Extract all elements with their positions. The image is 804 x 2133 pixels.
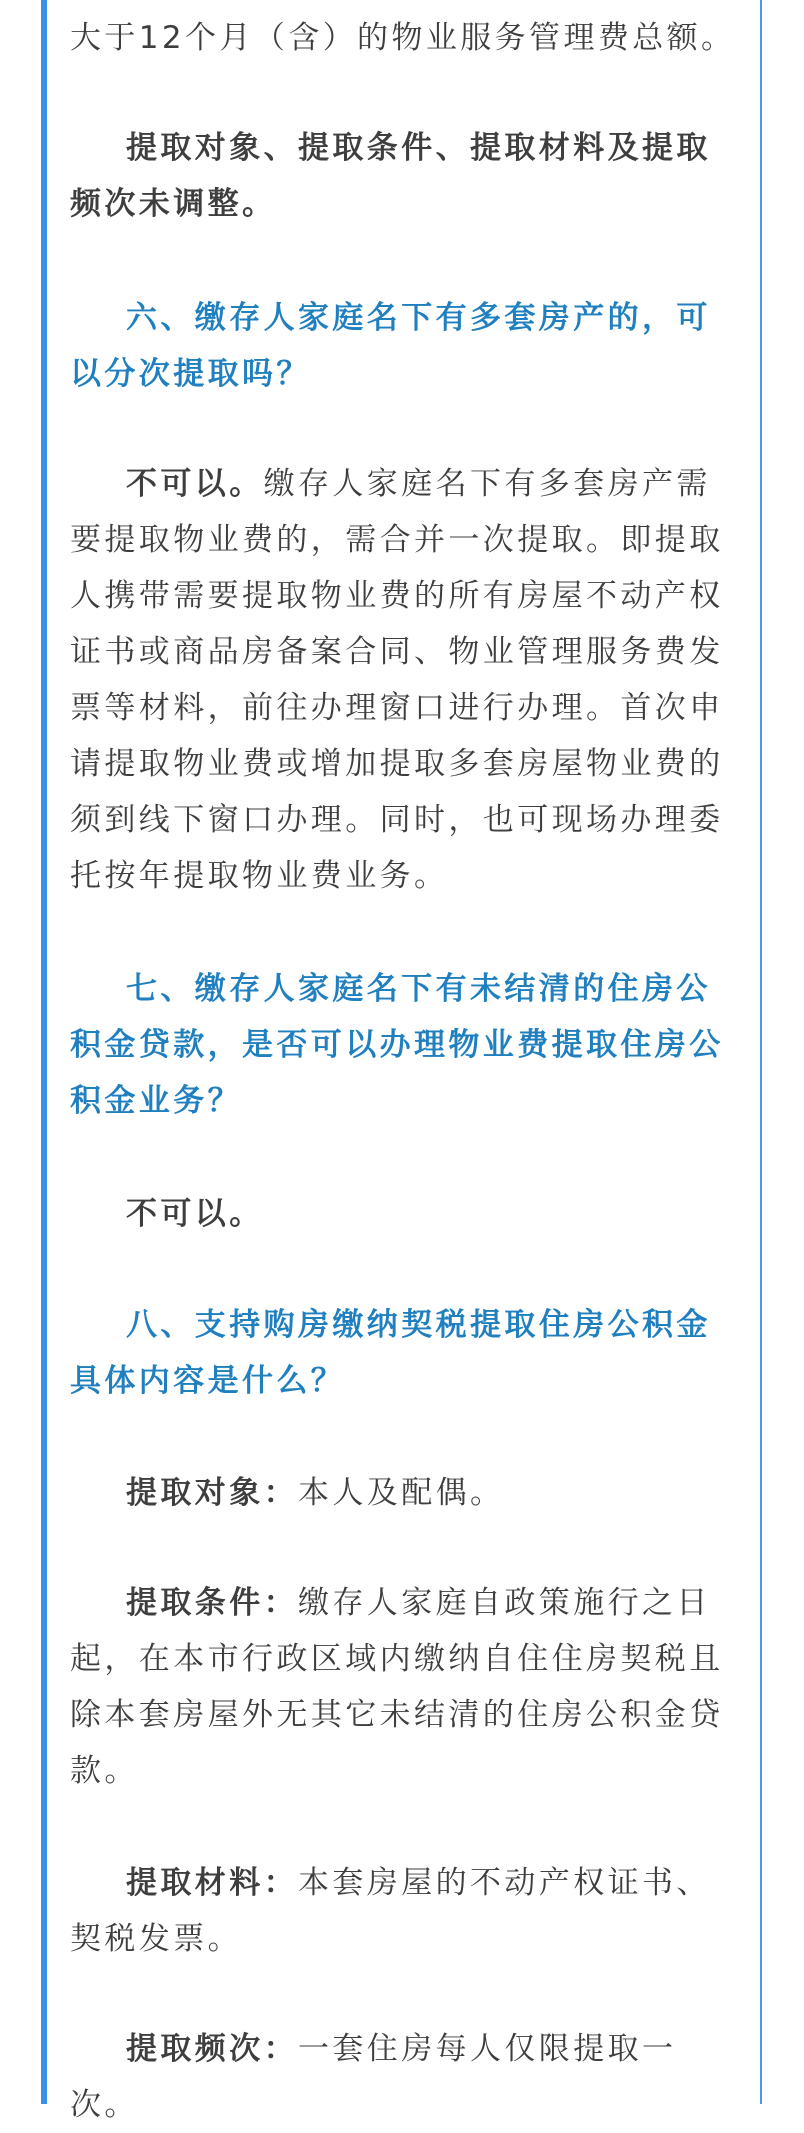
paragraph-top: 大于12个月（含）的物业服务管理费总额。 xyxy=(70,20,736,56)
question-6-heading: 六、缴存人家庭名下有多套房产的，可以分次提取吗？ xyxy=(70,300,711,392)
extraction-conditions-text: 缴存人家庭自政策施行之日起，在本市行政区域内缴纳自住住房契税且除本套房屋外无其它未结清的住房公积金贷款。 xyxy=(70,1585,724,1789)
extraction-object-label: 提取对象： xyxy=(126,1475,298,1511)
extraction-object xyxy=(70,1465,740,1521)
right-border-line xyxy=(760,0,762,2104)
extraction-conditions xyxy=(70,1575,740,1799)
answer-7: 不可以。 xyxy=(126,1196,264,1232)
left-accent-bar xyxy=(41,0,47,2104)
extraction-materials-text: 本套房屋的不动产权证书、契税发票。 xyxy=(70,1865,711,1957)
question-8-heading: 八、支持购房缴纳契税提取住房公积金具体内容是什么？ xyxy=(70,1307,711,1399)
question-7-heading: 七、缴存人家庭名下有未结清的住房公积金贷款，是否可以办理物业费提取住房公积金业务？ xyxy=(70,971,724,1119)
extraction-frequency xyxy=(70,2021,740,2133)
answer-6-lead: 不可以。 xyxy=(126,466,264,502)
extraction-materials xyxy=(70,1855,740,1967)
extraction-frequency-label: 提取频次： xyxy=(126,2031,298,2067)
paragraph-unchanged: 提取对象、提取条件、提取材料及提取频次未调整。 xyxy=(70,130,711,222)
extraction-frequency-text: 一套住房每人仅限提取一次。 xyxy=(70,2031,677,2123)
answer-6 xyxy=(70,456,740,904)
answer-6-body: 缴存人家庭名下有多套房产需要提取物业费的，需合并一次提取。即提取人携带需要提取物业费的所有房屋不动产权证书或商品房备案合同、物业管理服务费发票等材料，前往办理窗口进行办理。首次申请提取物业费或增加提取多套房屋物业费的须到线下窗口办理。同时，也可现场办理委托按年提取物业费业务。 xyxy=(70,466,724,894)
extraction-conditions-label: 提取条件： xyxy=(126,1585,298,1621)
extraction-object-text: 本人及配偶。 xyxy=(298,1475,505,1511)
extraction-materials-label: 提取材料： xyxy=(126,1865,298,1901)
